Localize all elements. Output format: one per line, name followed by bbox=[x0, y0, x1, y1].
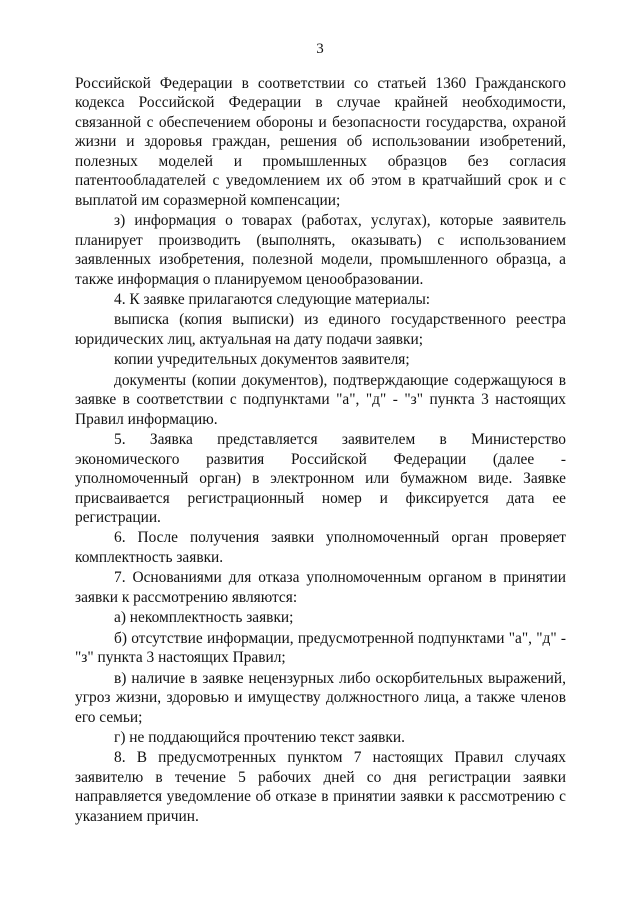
paragraph-5: 5. Заявка представляется заявителем в Министерство экономического развития Российской Федерации (далее - уполномоченный орган) в электронном или бумажном виде. Заявке присваивается регистрационный номер и фиксируется дата ее регистрации. bbox=[75, 431, 566, 526]
paragraph-7: 7. Основаниями для отказа уполномоченным органом в принятии заявки к рассмотрению являются: bbox=[75, 569, 566, 606]
paragraph-continuation: Российской Федерации в соответствии со статьей 1360 Гражданского кодекса Российской Федерации в случае крайней необходимости, связанной с обеспечением обороны и безопасности государства, охраной жизни и здоровья граждан, решения об использовании изобретений, полезных моделей и промышленных образцов без согласия патентообладателей с уведомлением их об этом в кратчайший срок и с выплатой им соразмерной компенсации; bbox=[75, 75, 566, 209]
paragraph-7-b: б) отсутствие информации, предусмотренной подпунктами "а", "д" - "з" пункта 3 настоящих Правил; bbox=[75, 629, 566, 667]
document-body bbox=[75, 74, 566, 826]
paragraph-item-z: з) информация о товарах (работах, услугах), которые заявитель планирует производить (выполнять, оказывать) с использованием заявленных изобретения, полезной модели, промышленного образца, а также информация о планируемом ценообразовании. bbox=[75, 212, 566, 288]
paragraph-extract: выписка (копия выписки) из единого государственного реестра юридических лиц, актуальная на дату подачи заявки; bbox=[75, 311, 566, 348]
paragraph-6: 6. После получения заявки уполномоченный орган проверяет комплектность заявки. bbox=[75, 529, 566, 566]
page-number: 3 bbox=[316, 41, 324, 57]
paragraph-7-v: в) наличие в заявке нецензурных либо оскорбительных выражений, угроз жизни, здоровью и имуществу должностного лица, а также членов его семьи; bbox=[75, 669, 566, 726]
paragraph-8: 8. В предусмотренных пунктом 7 настоящих Правил случаях заявителю в течение 5 рабочих дней со дня регистрации заявки направляется уведомление об отказе в принятии заявки к рассмотрению с указанием причин. bbox=[75, 749, 566, 825]
paragraph-founding-docs: копии учредительных документов заявителя; bbox=[114, 351, 410, 369]
paragraph-4: 4. К заявке прилагаются следующие материалы: bbox=[114, 290, 431, 308]
paragraph-supporting-docs: документы (копии документов), подтверждающие содержащуюся в заявке в соответствии с подпунктами "а", "д" - "з" пункта 3 настоящих Правил информацию. bbox=[75, 371, 566, 428]
paragraph-7-g: г) не поддающийся прочтению текст заявки. bbox=[114, 728, 405, 746]
paragraph-7-a: а) некомплектность заявки; bbox=[114, 609, 294, 627]
